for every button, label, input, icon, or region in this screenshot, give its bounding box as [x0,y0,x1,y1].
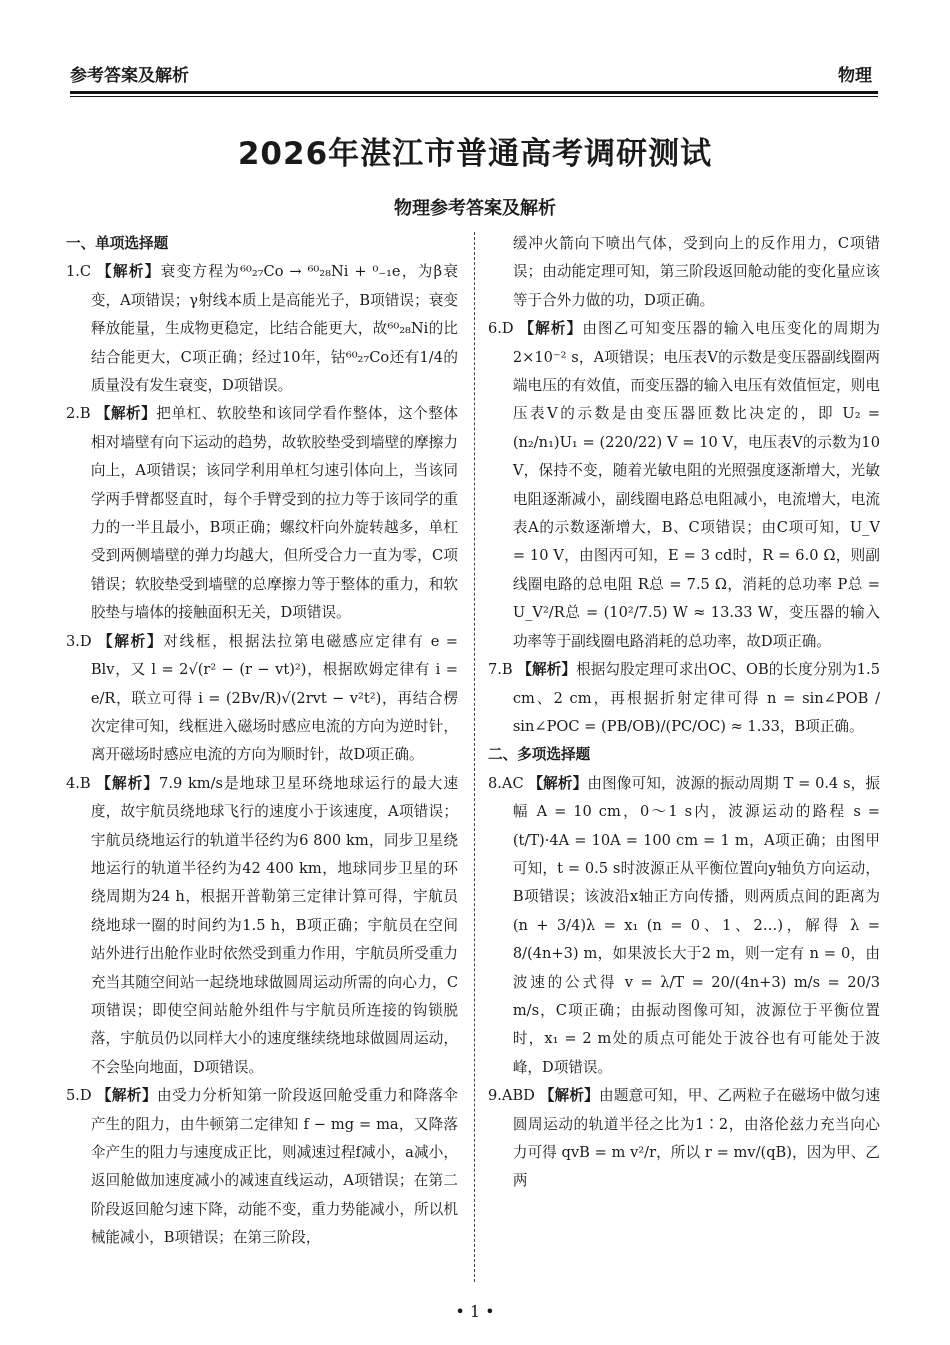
answer-text: 由受力分析知第一阶段返回舱受重力和降落伞产生的阻力，由牛顿第二定律知 f − mg = ma，又降落伞产生的阻力与速度成正比，则减速过程f减小，a减小，返回舱做加速度减小的减速直线运动，A项错误；在第二阶段返回舱匀速下降，动能不变，重力势能减小，所以机械能减小，B项错误；在第三阶段， [90,1087,458,1247]
analysis-tag: 【解析】 [96,774,160,792]
answer-text: 衰变方程为⁶⁰₂₇Co → ⁶⁰₂₈Ni + ⁰₋₁e，为β衰变，A项错误；γ射线本质上是高能光子，B项错误；衰变释放能量，生成物更稳定，比结合能更大，故⁶⁰₂₈Ni的比结合能更大，C项正确；经过10年，钴⁶⁰₂₇Co还有1/4的质量没有发生衰变，D项错误。 [90,263,458,395]
analysis-tag: 【解析】 [95,405,157,423]
answer-text: 由题意可知，甲、乙两粒子在磁场中做匀速圆周运动的轨道半径之比为1∶2，由洛伦兹力充当向心力可得 qvB = m v²/r，所以 r = mv/(qB)，因为甲、乙两 [512,1087,880,1190]
answer-item-7 [488,656,880,741]
analysis-tag: 【解析】 [519,320,583,338]
analysis-tag: 【解析】 [98,632,164,650]
answer-number: 6.D [488,320,514,338]
answer-number: 8.AC [488,774,524,792]
page-header [70,56,872,90]
answer-item-5 [66,1082,458,1252]
answer-item-2 [66,400,458,627]
answer-number: 5.D [66,1087,92,1105]
analysis-tag: 【解析】 [539,1087,599,1105]
answer-text: 把单杠、软胶垫和该同学看作整体，这个整体相对墙壁有向下运动的趋势，故软胶垫受到墙壁的摩擦力向上，A项错误；该同学利用单杠匀速引体向上，当该同学两手臂都竖直时，每个手臂受到的拉力等于该同学的重力的一半且最小，B项正确；螺纹杆向外旋转越多，单杠受到两侧墙壁的弹力均越大，但所受合力一直为零，C项错误；软胶垫受到墙壁的总摩擦力等于整体的重力，和软胶垫与墙体的接触面积无关，D项错误。 [90,405,458,622]
answer-number: 1.C [66,263,92,281]
answer-text: 根据勾股定理可求出OC、OB的长度分别为1.5 cm、2 cm，再根据折射定律可得 n = sin∠POB / sin∠POC = (PB/OB)/(PC/OC) ≈ 1.33，B项正确。 [512,661,880,735]
analysis-tag: 【解析】 [97,263,161,281]
answer-item-5-continued: 缓冲火箭向下喷出气体，受到向上的反作用力，C项错误；由动能定理可知，第三阶段返回舱动能的变化量应该等于合外力做的功，D项正确。 [512,235,880,309]
analysis-tag: 【解析】 [96,1087,158,1105]
answer-text: 7.9 km/s是地球卫星环绕地球运行的最大速度，故宇航员绕地球飞行的速度小于该速度，A项错误；宇航员绕地运行的轨道半径约为6 800 km，同步卫星绕地运行的轨道半径约为42 400 km，地球同步卫星的环绕周期为24 h，根据开普勒第三定律计算可得，宇航员绕地球一圈的时间约为1.5 h，B项正确；宇航员在空间站外进行出舱作业时依然受到重力作用，宇航员所受重力充当其随空间站一起绕地球做圆周运动所需的向心力，C项错误；即使空间站舱外组件与宇航员所连接的钩锁脱落，宇航员仍以同样大小的速度继续绕地球做圆周运动，不会坠向地面，D项错误。 [90,774,458,1076]
answer-number: 2.B [66,405,91,423]
analysis-tag: 【解析】 [528,774,588,792]
header-rule-thin [70,96,878,97]
header-rule [70,91,878,94]
answer-item-6 [488,315,880,656]
left-column [66,230,458,1280]
right-column [488,230,880,1280]
answer-item-4 [66,770,458,1082]
answer-item-8 [488,770,880,1082]
answer-item-9 [488,1082,880,1196]
answer-item-3 [66,628,458,770]
answer-number: 3.D [66,632,92,650]
answer-item-1 [66,258,458,400]
header-left: 参考答案及解析 [70,65,189,86]
answer-number: 4.B [66,774,91,792]
section-heading-multi: 二、多项选择题 [488,746,591,764]
column-divider [474,232,475,1282]
page-subtitle: 物理参考答案及解析 [394,198,556,219]
answer-text: 对线框，根据法拉第电磁感应定律有 e = Blv，又 l = 2√(r² − (r − vt)²)，根据欧姆定律有 i = e/R，联立可得 i = (2Bv/R)√(2rvt − v²t²)，再结合楞次定律可知，线框进入磁场时感应电流的方向为逆时针，离开磁场时感应电流的方向为顺时针，故D项正确。 [90,632,458,764]
answer-text: 由图像可知，波源的振动周期 T = 0.4 s，振幅 A = 10 cm，0～1 s内，波源运动的路程 s = (t/T)·4A = 10A = 100 cm = 1 m，A项正确；由图甲可知，t = 0.5 s时波源正从平衡位置向y轴负方向运动，B项错误；该波沿x轴正方向传播，则两质点间的距离为 (n + 3/4)λ = x₁ (n = 0、1、2…)，解得 λ = 8/(4n+3) m，如果波长大于2 m，则一定有 n = 0，由波速的公式得 v = λ/T = 20/(4n+3) m/s = 20/3 m/s，C项正确；由振动图像可知，波源位于平衡位置时，x₁ = 2 m处的质点可能处于波谷也有可能处于波峰，D项错误。 [512,774,880,1076]
section-heading-single: 一、单项选择题 [66,235,169,252]
analysis-tag: 【解析】 [517,661,577,679]
page-number: • 1 • [455,1302,495,1321]
header-right: 物理 [838,65,872,86]
answer-number: 7.B [488,661,513,679]
answer-text: 由图乙可知变压器的输入电压变化的周期为2×10⁻² s，A项错误；电压表V的示数是变压器副线圈两端电压的有效值，而变压器的输入电压有效值恒定，则电压表V的示数是由变压器匝数比决定的，即 U₂ = (n₂/n₁)U₁ = (220/22) V = 10 V，电压表V的示数为10 V，保持不变，随着光敏电阻的光照强度逐渐增大，光敏电阻逐渐减小，副线圈电路总电阻减小，电流增大，电流表A的示数逐渐增大，B、C项错误；由C项可知，U_V = 10 V，由图丙可知，E = 3 cd时，R = 6.0 Ω，则副线圈电路的总电阻 R总 = 7.5 Ω，消耗的总功率 P总 = U_V²/R总 = (10²/7.5) W ≈ 13.33 W，变压器的输入功率等于副线圈电路消耗的总功率，故D项正确。 [512,320,880,650]
page-title: 2026年湛江市普通高考调研测试 [237,136,713,172]
answer-number: 9.ABD [488,1087,535,1105]
